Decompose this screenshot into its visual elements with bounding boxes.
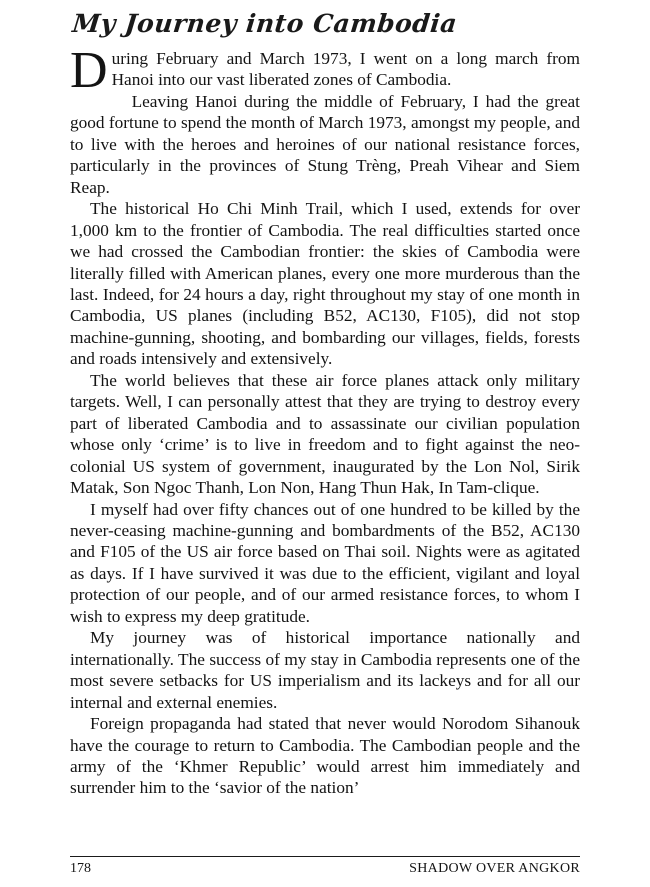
page-number: 178 xyxy=(70,861,91,876)
paragraph-6: My journey was of historical importance nationally and internationally. The success of my stay in Cambodia represents one of the most severe setbacks for US imperialism and its lackeys and for all our internal and external enemies. xyxy=(70,628,580,712)
paragraph-4: The world believes that these air force planes attack only military targets. Well, I can personally attest that they are trying to destroy every part of liberated Cambodia and to assassinate our civilian population whose only ‘crime’ is to live in freedom and to fight against the neo-colonial US system of government, inaugurated by the Lon Nol, Sirik Matak, Son Ngoc Thanh, Lon Non, Hang Thun Hak, In Tam-clique. xyxy=(70,370,580,498)
book-page xyxy=(70,8,580,883)
drop-cap: D xyxy=(70,42,108,99)
body-text xyxy=(70,42,580,799)
paragraph-2: Leaving Hanoi during the middle of February, I had the great good fortune to spend the month of March 1973, amongst my people, and to live with the heroes and heroines of our national resistance forces, particularly in the provinces of Stung Trèng, Preah Vihear and Siem Reap. xyxy=(70,91,580,197)
running-title: SHADOW OVER ANGKOR xyxy=(409,861,580,876)
paragraph-5: I myself had over fifty chances out of one hundred to be killed by the never-ceasing machine-gunning and bombardments of the B52, AC130 and F105 of the US air force based on Thai soil. Nights were as agitated as days. If I have survived it was due to the efficient, vigilant and loyal protection of our people, and of our armed resistance forces, to whom I wish to express my deep gratitude. xyxy=(70,499,580,626)
paragraph-1 xyxy=(70,42,580,99)
paragraph-text: uring February and March 1973, I went on a long march from Hanoi into our vast liberated zones of Cambodia. xyxy=(111,49,580,90)
paragraph-3: The historical Ho Chi Minh Trail, which I used, extends for over 1,000 km to the frontier of Cambodia. The real difficulties started once we had crossed the Cambodian frontier: the skies of Cambodia were literally filled with American planes, every one more murderous than the last. Indeed, for 24 hours a day, right throughout my stay of one month in Cambodia, US planes (including B52, AC130, F105), did not stop machine-gunning, shooting, and bombarding our villages, fields, forests and roads intensively and extensively. xyxy=(70,199,580,369)
chapter-title: My Journey into Cambodia xyxy=(71,9,459,38)
page-footer xyxy=(70,856,580,879)
paragraph-7: Foreign propaganda had stated that never would Norodom Sihanouk have the courage to return to Cambodia. The Cambodian people and the army of the ‘Khmer Republic’ would arrest him immediately and surrender him to the ‘savior of the nation’ xyxy=(70,714,580,798)
